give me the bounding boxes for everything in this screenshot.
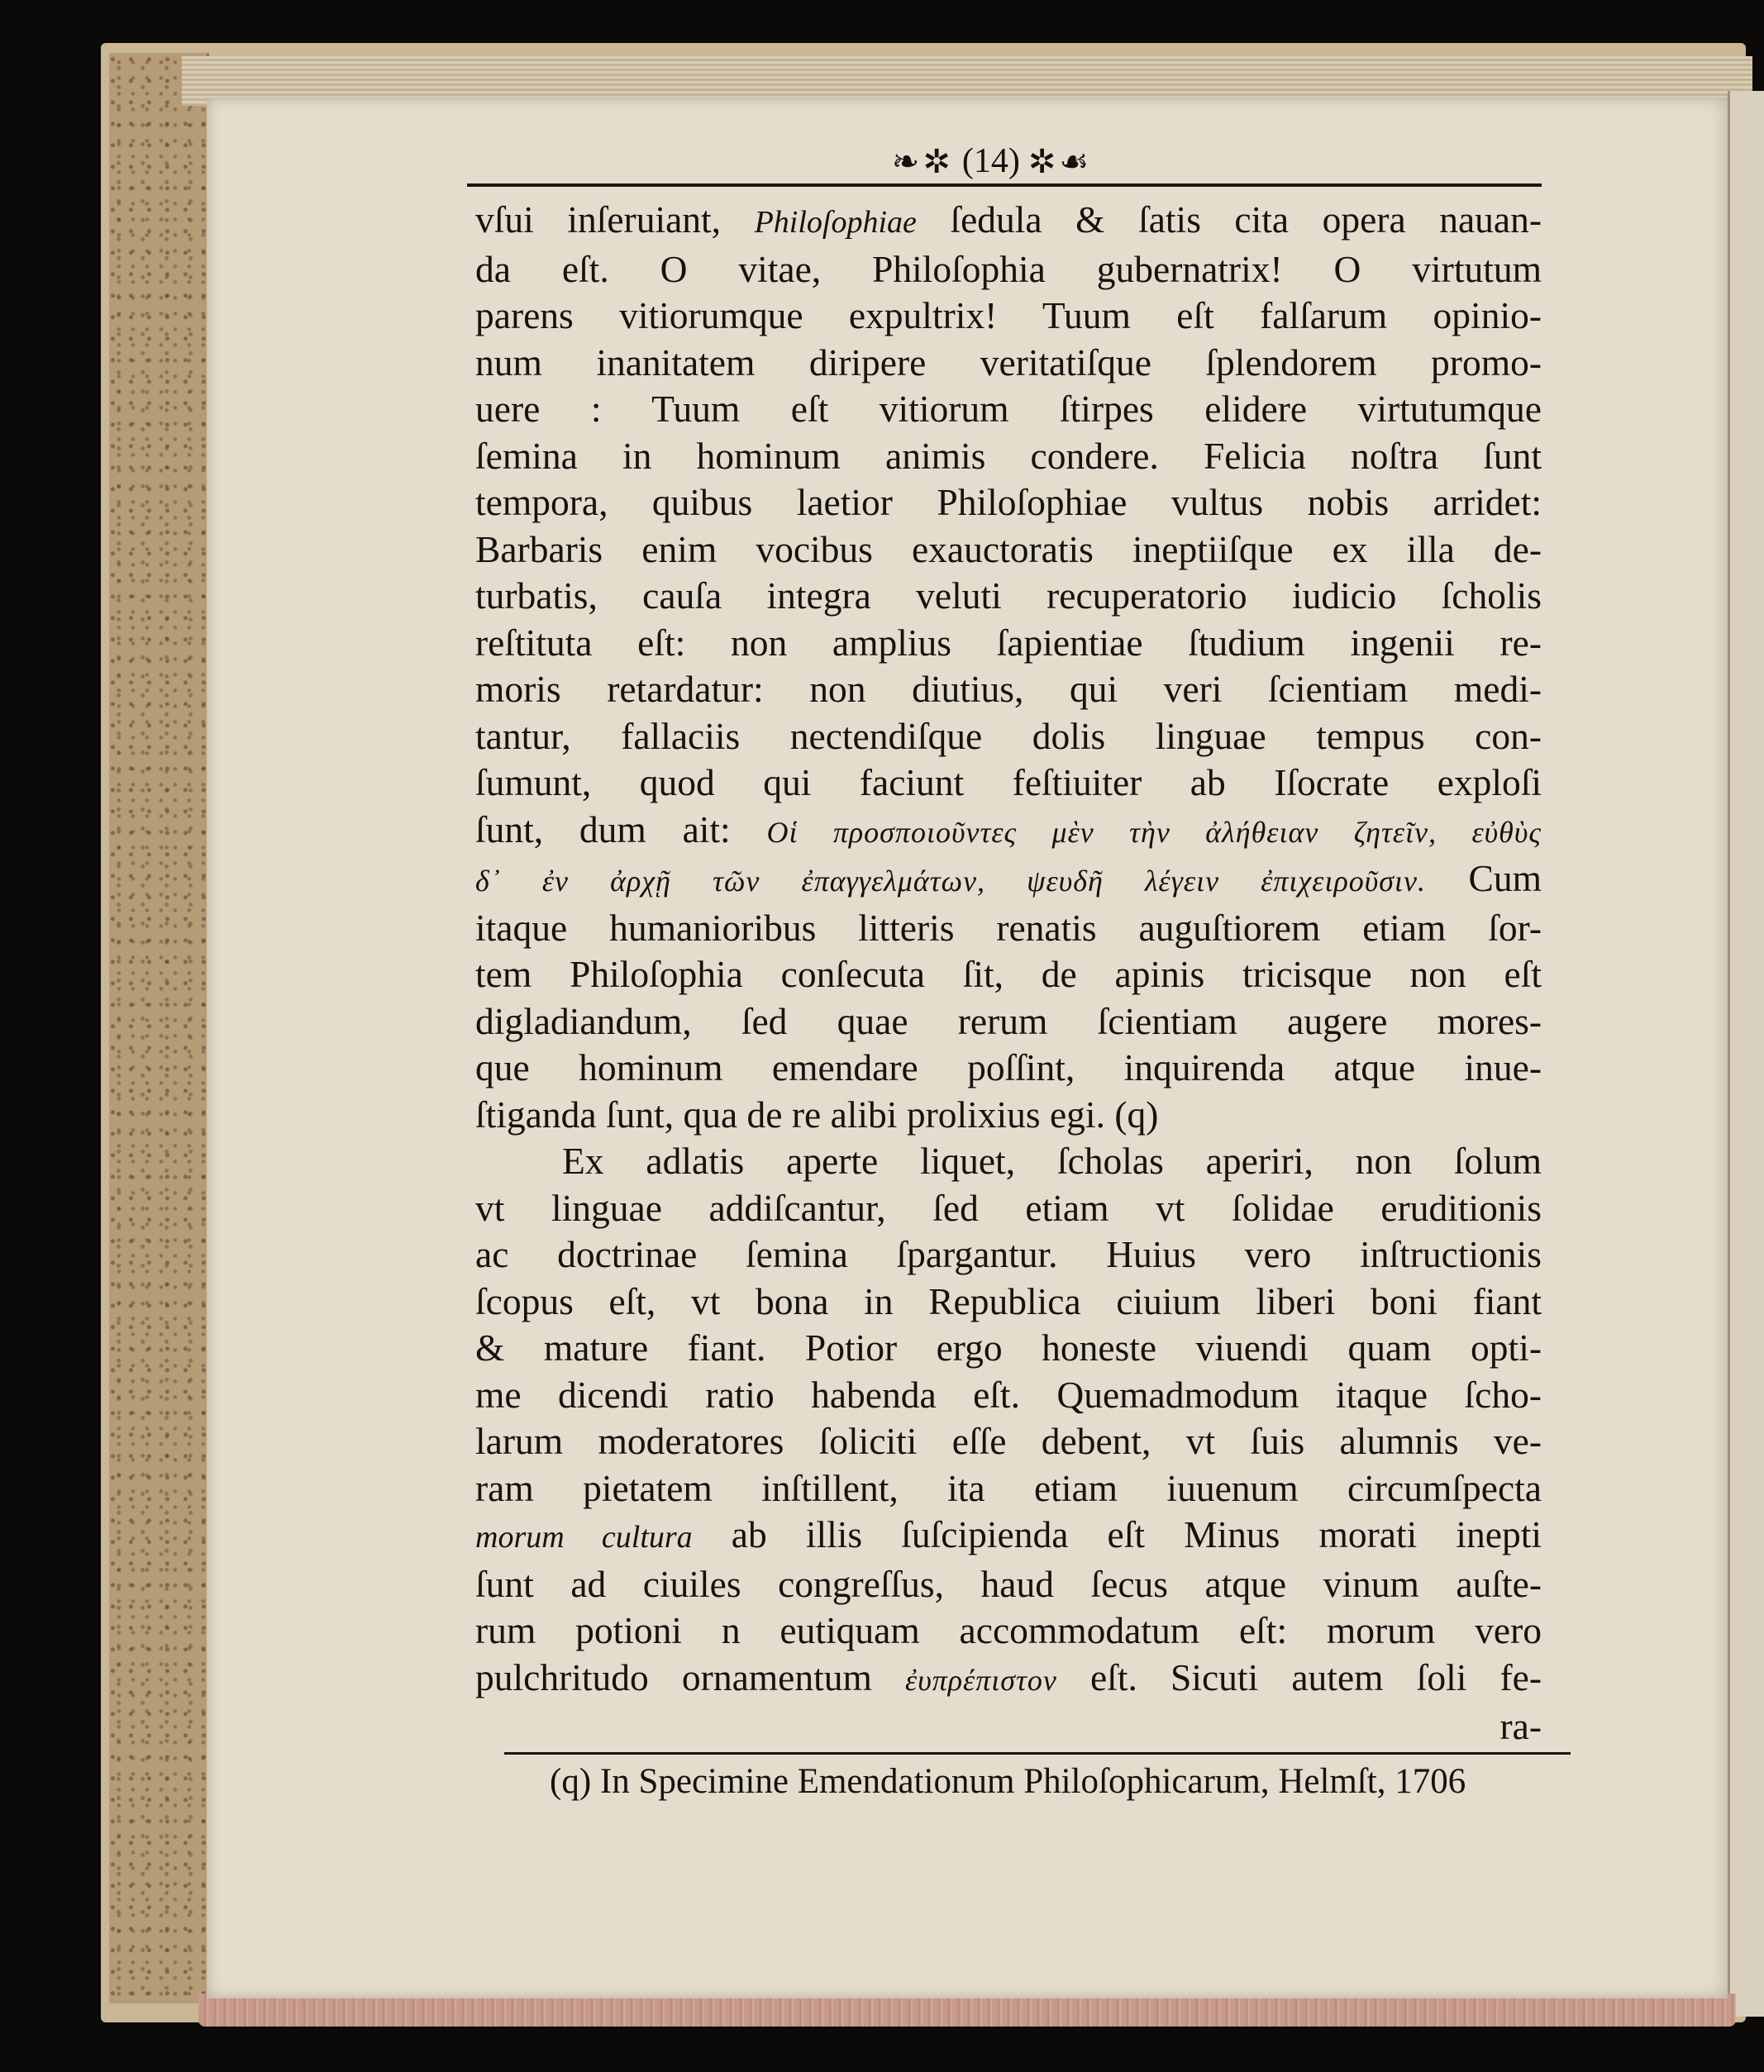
text-line: tantur, fallaciis nectendiſque dolis linguae tempus con- bbox=[475, 714, 1542, 757]
facing-page-edge bbox=[1728, 91, 1764, 2017]
text-run: eſt. Sicuti autem ſoli fe- bbox=[1056, 1655, 1542, 1698]
text-line: ſumunt, quod qui faciunt feſtiuiter ab Iſocrate exploſi bbox=[475, 761, 1542, 803]
text-line: tempora, quibus laetior Philoſophiae vultus nobis arridet: bbox=[475, 481, 1542, 523]
greek-quote: δ᾽ ἐν ἀρχῇ τῶν ἐπαγγελμάτων, ψευδῆ λέγειν ἐπιχειροῦσιν. bbox=[475, 865, 1426, 898]
book-left-edge bbox=[109, 53, 209, 2003]
main-text-block bbox=[475, 197, 1542, 1750]
left-ornament-icon: ❧✲ bbox=[891, 142, 954, 180]
text-line: rum potioni n eutiquam accommodatum eſt: morum vero bbox=[475, 1609, 1542, 1651]
text-line: Ex adlatis aperte liquet, ſcholas aperiri, non ſolum bbox=[562, 1140, 1542, 1182]
text-run: ſedula & ſatis cita opera nauan- bbox=[916, 198, 1542, 241]
text-line bbox=[475, 1655, 1542, 1704]
italic-phrase: Philoſophiae bbox=[754, 205, 917, 240]
header-rule bbox=[467, 183, 1542, 187]
text-line: itaque humanioribus litteris renatis auguſtiorem etiam ſor- bbox=[475, 906, 1542, 949]
text-line: Barbaris enim vocibus exauctoratis ineptiiſque ex illa de- bbox=[475, 527, 1542, 570]
running-header bbox=[827, 136, 1157, 186]
text-line: digladiandum, ſed quae rerum ſcientiam augere mores- bbox=[475, 999, 1542, 1042]
text-line: ſcopus eſt, vt bona in Republica ciuium liberi boni fiant bbox=[475, 1279, 1542, 1322]
text-line: uere : Tuum eſt vitiorum ſtirpes elidere virtutumque bbox=[475, 388, 1542, 430]
text-line: reſtituta eſt: non amplius ſapientiae ſtudium ingenii re- bbox=[475, 621, 1542, 664]
text-run: ſunt, dum ait: bbox=[475, 807, 767, 850]
text-line bbox=[475, 855, 1542, 905]
text-line bbox=[475, 807, 1542, 856]
right-ornament-icon: ✲☙ bbox=[1027, 142, 1093, 180]
greek-quote: Οἱ προσποιοῦντες μὲν τὴν ἀλήθειαν ζητεῖν, εὐθὺς bbox=[766, 815, 1542, 849]
text-line: num inanitatem diripere veritatiſque ſplendorem promo- bbox=[475, 341, 1542, 383]
text-line: larum moderatores ſoliciti eſſe debent, vt ſuis alumnis ve- bbox=[475, 1420, 1542, 1462]
text-line: da eſt. O vitae, Philoſophia gubernatrix! O virtutum bbox=[475, 247, 1542, 290]
text-line: ra- bbox=[1499, 1705, 1542, 1747]
text-run: Cum bbox=[1426, 857, 1542, 899]
text-line: moris retardatur: non diutius, qui veri ſcientiam medi- bbox=[475, 668, 1542, 710]
page-number: (14) bbox=[961, 142, 1020, 180]
footnote: (q) In Specimine Emendationum Philoſophicarum, Helmſt, 1706 bbox=[550, 1762, 1466, 1801]
text-line: ram pietatem inſtillent, ita etiam iuuenum circumſpecta bbox=[475, 1466, 1542, 1509]
text-run: vſui inſeruiant, bbox=[475, 198, 755, 241]
text-line: vt linguae addiſcantur, ſed etiam vt ſolidae eruditionis bbox=[475, 1186, 1542, 1229]
text-line: ſemina in hominum animis condere. Felicia noſtra ſunt bbox=[475, 434, 1542, 477]
text-line: que hominum emendare poſſint, inquirenda atque inue- bbox=[475, 1046, 1542, 1088]
text-line: tem Philoſophia conſecuta ſit, de apinis tricisque non eſt bbox=[475, 953, 1542, 995]
greek-quote: ἐυπρέπιστον bbox=[905, 1663, 1057, 1697]
italic-phrase: morum cultura bbox=[475, 1520, 693, 1555]
text-line bbox=[475, 1512, 1542, 1561]
text-line: & mature fiant. Potior ergo honeste viuendi quam opti- bbox=[475, 1327, 1542, 1369]
text-line: ac doctrinae ſemina ſpargantur. Huius vero inſtructionis bbox=[475, 1233, 1542, 1275]
page-stack-bottom bbox=[198, 1993, 1736, 2027]
text-line bbox=[475, 197, 1542, 246]
text-line: ſunt ad ciuiles congreſſus, haud ſecus atque vinum auſte- bbox=[475, 1562, 1542, 1605]
footnote-rule bbox=[504, 1752, 1571, 1755]
text-line: ſtiganda ſunt, qua de re alibi prolixius egi. (q) bbox=[475, 1093, 1159, 1136]
text-line: turbatis, cauſa integra veluti recuperatorio iudicio ſcholis bbox=[475, 574, 1542, 617]
text-line: parens vitiorumque expultrix! Tuum eſt falſarum opinio- bbox=[475, 294, 1542, 336]
text-line: me dicendi ratio habenda eſt. Quemadmodum itaque ſcho- bbox=[475, 1373, 1542, 1416]
text-run: ab illis ſuſcipienda eſt Minus morati inepti bbox=[692, 1513, 1542, 1555]
text-run: pulchritudo ornamentum bbox=[475, 1655, 906, 1698]
